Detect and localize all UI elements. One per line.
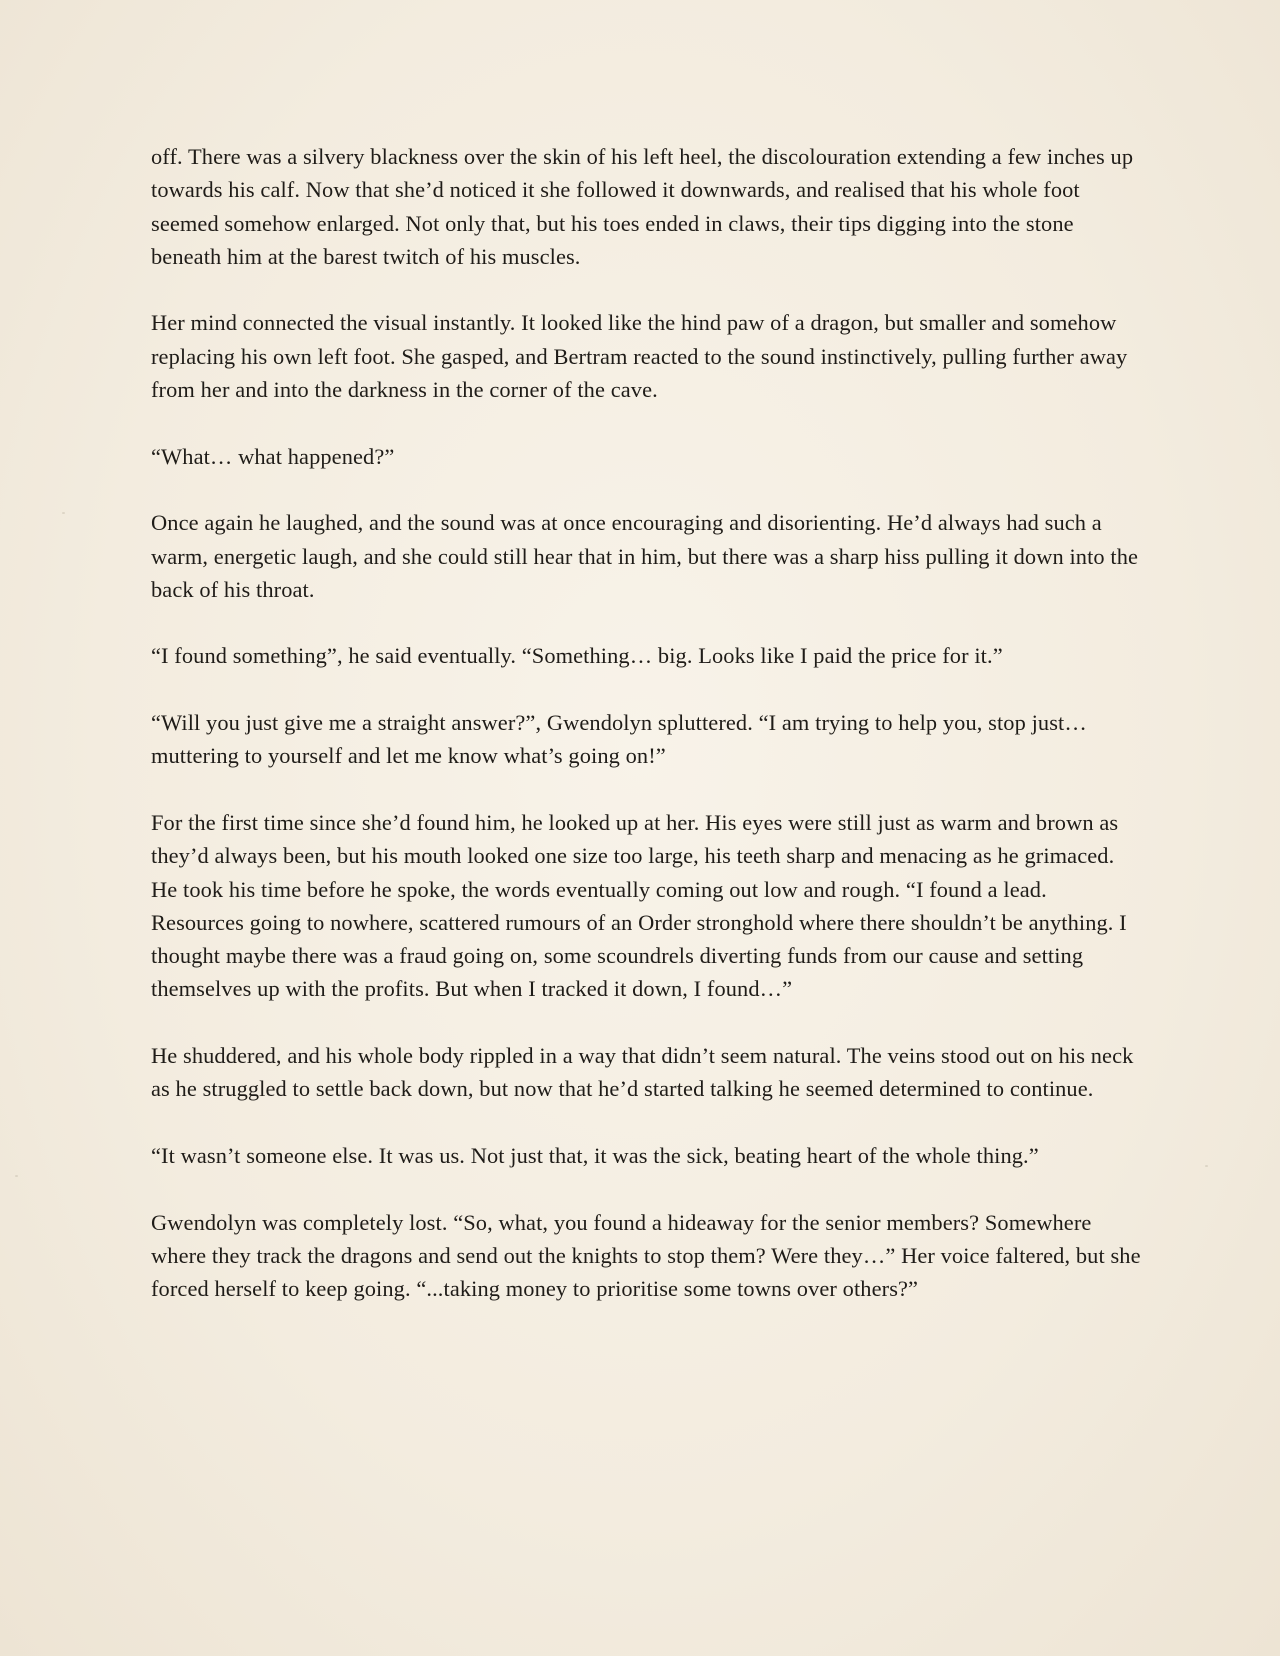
document-body xyxy=(151,140,1141,1305)
paragraph: Gwendolyn was completely lost. “So, what, you found a hideaway for the senior members? Somewhere where they track the dragons and send out the knights to stop them? Were they…” Her voice faltered, but she forced herself to keep going. “...taking money to prioritise some towns over others?” xyxy=(151,1209,1141,1302)
paper-speck xyxy=(1205,1165,1208,1167)
paragraph: off. There was a silvery blackness over the skin of his left heel, the discolouration extending a few inches up towards his calf. Now that she’d noticed it she followed it downwards, and realised that his whole foot seemed somehow enlarged. Not only that, but his toes ended in claws, their tips digging into the stone beneath him at the barest twitch of his muscles. xyxy=(151,144,1134,269)
paragraph: Her mind connected the visual instantly. It looked like the hind paw of a dragon, but smaller and somehow replacing his own left foot. She gasped, and Bertram reacted to the sound instinctively, pulling further away from her and into the darkness in the corner of the cave. xyxy=(151,310,1128,403)
paragraph: “What… what happened?” xyxy=(151,443,395,469)
paper-speck xyxy=(62,512,65,514)
paragraph: “It wasn’t someone else. It was us. Not just that, it was the sick, beating heart of the whole thing.” xyxy=(151,1142,1039,1168)
paragraph: For the first time since she’d found him, he looked up at her. His eyes were still just as warm and brown as they’d always been, but his mouth looked one size too large, his teeth sharp and menacing as he grimaced. He took his time before he spoke, the words eventually coming out low and rough. “I found a lead. Resources going to nowhere, scattered rumours of an Order stronghold where there shouldn’t be anything. I thought maybe there was a fraud going on, some scoundrels diverting funds from our cause and setting themselves up with the profits. But when I tracked it down, I found…” xyxy=(151,809,1127,1002)
paper-speck xyxy=(15,1175,18,1177)
paragraph: “I found something”, he said eventually. “Something… big. Looks like I paid the price for it.” xyxy=(151,643,1003,669)
paragraph: He shuddered, and his whole body rippled in a way that didn’t seem natural. The veins stood out on his neck as he struggled to settle back down, but now that he’d started talking he seemed determined to continue. xyxy=(151,1043,1134,1102)
paragraph: Once again he laughed, and the sound was at once encouraging and disorienting. He’d always had such a warm, energetic laugh, and she could still hear that in him, but there was a sharp hiss pulling it down into the back of his throat. xyxy=(151,510,1139,602)
paragraph: “Will you just give me a straight answer?”, Gwendolyn spluttered. “I am trying to help you, stop just… muttering to yourself and let me know what’s going on!” xyxy=(151,710,1087,769)
